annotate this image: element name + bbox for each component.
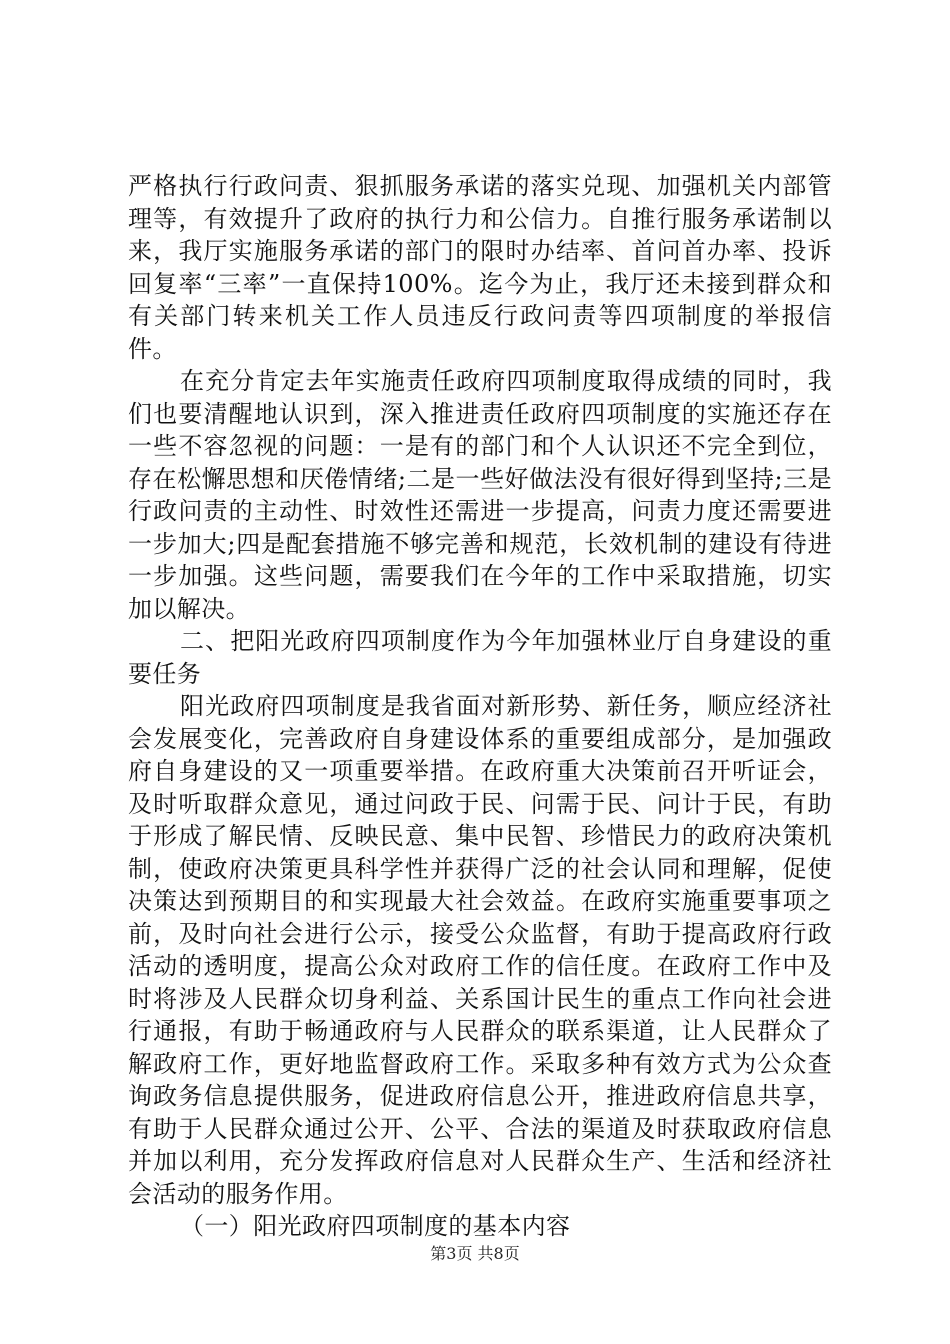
page-footer: 第3页 共8页 (430, 1244, 520, 1263)
document-body (128, 170, 832, 1243)
subsection-heading-1: （一）阳光政府四项制度的基本内容 (180, 1212, 571, 1240)
paragraph-1: 严格执行行政问责、狠抓服务承诺的落实兑现、加强机关内部管理等，有效提升了政府的执行力和公信力。自推行服务承诺制以来，我厅实施服务承诺的部门的限时办结率、首问首办率、投诉回复率“三率”一直保持100%。迄今为止，我厅还未接到群众和有关部门转来机关工作人员违反行政问责等四项制度的举报信件。 (128, 172, 832, 363)
section-heading-2: 二、把阳光政府四项制度作为今年加强林业厅自身建设的重要任务 (128, 627, 832, 688)
paragraph-2: 在充分肯定去年实施责任政府四项制度取得成绩的同时，我们也要清醒地认识到，深入推进责任政府四项制度的实施还存在一些不容忽视的问题：一是有的部门和个人认识还不完全到位，存在松懈思想和厌倦情绪;二是一些好做法没有很好得到坚持;三是行政问责的主动性、时效性还需进一步提高，问责力度还需要进一步加大;四是配套措施不够完善和规范，长效机制的建设有待进一步加强。这些问题，需要我们在今年的工作中采取措施，切实加以解决。 (128, 367, 832, 623)
paragraph-3: 阳光政府四项制度是我省面对新形势、新任务，顺应经济社会发展变化，完善政府自身建设体系的重要组成部分，是加强政府自身建设的又一项重要举措。在政府重大决策前召开听证会，及时听取群众意见，通过问政于民、问需于民、问计于民，有助于形成了解民情、反映民意、集中民智、珍惜民力的政府决策机制，使政府决策更具科学性并获得广泛的社会认同和理解，促使决策达到预期目的和实现最大社会效益。在政府实施重要事项之前，及时向社会进行公示，接受公众监督，有助于提高政府行政活动的透明度，提高公众对政府工作的信任度。在政府工作中及时将涉及人民群众切身利益、关系国计民生的重点工作向社会进行通报，有助于畅通政府与人民群众的联系渠道，让人民群众了解政府工作，更好地监督政府工作。采取多种有效方式为公众查询政务信息提供服务，促进政府信息公开，推进政府信息共享，有助于人民群众通过公开、公平、合法的渠道及时获取政府信息并加以利用，充分发挥政府信息对人民群众生产、生活和经济社会活动的服务作用。 (128, 692, 832, 1208)
